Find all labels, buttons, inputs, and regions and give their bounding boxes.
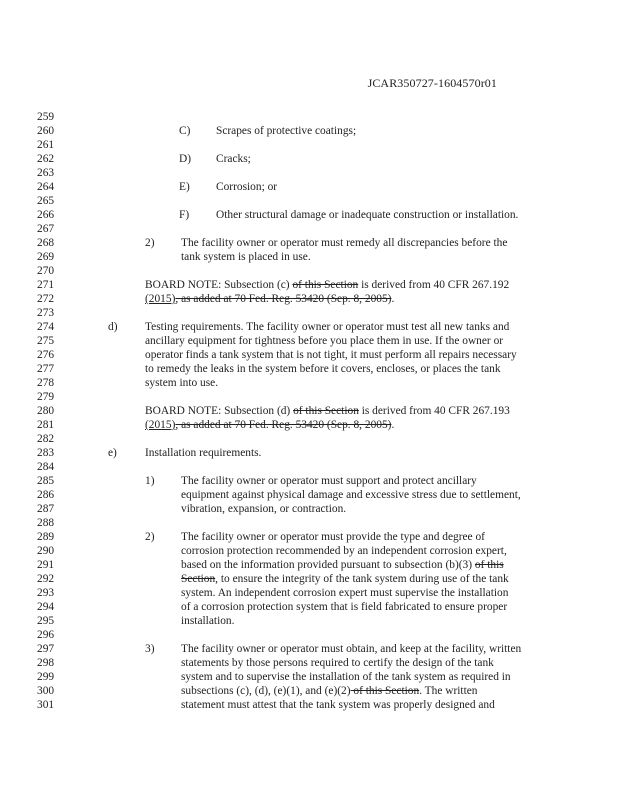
paragraph-line: system. An independent corrosion expert must supervise the installation (181, 587, 509, 599)
struck-text: Section (181, 573, 216, 585)
line-number: 268 (37, 237, 55, 249)
item-text: Other structural damage or inadequate construction or installation. (216, 209, 519, 221)
item-label: D) (179, 153, 192, 165)
note-end: . (391, 293, 395, 305)
paragraph-label: 1) (145, 475, 155, 487)
line-text: based on the information provided pursuant to subsection (b)(3) (181, 559, 475, 571)
struck-text: of this Section (293, 405, 359, 417)
line-text: , to ensure the integrity of the tank system during use of the tank (215, 573, 509, 585)
paragraph-label: 2) (145, 531, 155, 543)
paragraph-line: statement must attest that the tank system was properly designed and (181, 699, 495, 711)
paragraph-line: The facility owner or operator must provide the type and degree of (181, 531, 485, 543)
struck-text: , as added at 70 Fed. Reg. 53420 (Sep. 8, 2005) (175, 419, 392, 431)
paragraph-line (181, 558, 504, 572)
line-text: subsections (c), (d), (e)(1), and (e)(2) (181, 685, 351, 697)
paragraph-line: system into use. (145, 377, 219, 389)
line-number: 279 (37, 391, 55, 403)
item-label: E) (179, 181, 190, 193)
note-prefix: BOARD NOTE: Subsection (d) (145, 405, 294, 417)
line-number: 261 (37, 139, 55, 151)
line-number: 291 (37, 559, 55, 571)
line-number: 286 (37, 489, 55, 501)
line-number: 281 (37, 419, 55, 431)
line-number: 300 (37, 685, 55, 697)
paragraph-label: 3) (145, 643, 155, 655)
paragraph-line: corrosion protection recommended by an independent corrosion expert, (181, 545, 507, 557)
line-number: 265 (37, 195, 55, 207)
paragraph-line (181, 572, 509, 586)
document-id: JCAR350727-1604570r01 (367, 76, 497, 90)
line-number: 290 (37, 545, 55, 557)
struck-text: , as added at 70 Fed. Reg. 53420 (Sep. 8, 2005) (175, 293, 392, 305)
line-number: 298 (37, 657, 55, 669)
line-number: 270 (37, 265, 55, 277)
note-prefix: BOARD NOTE: Subsection (c) (145, 279, 293, 291)
subsection-heading: Installation requirements. (145, 447, 262, 459)
line-number: 275 (37, 335, 55, 347)
line-number: 287 (37, 503, 55, 515)
board-note-line (145, 278, 509, 292)
line-number: 260 (37, 125, 55, 137)
paragraph-line: installation. (181, 615, 235, 627)
paragraph-line: tank system is placed in use. (181, 251, 311, 263)
line-number: 292 (37, 573, 55, 585)
line-number: 262 (37, 153, 55, 165)
line-number: 274 (37, 321, 55, 333)
item-label: C) (179, 125, 191, 137)
struck-text: of this (474, 559, 504, 571)
line-number: 288 (37, 517, 55, 529)
line-number: 266 (37, 209, 55, 221)
line-number: 272 (37, 293, 55, 305)
line-number: 295 (37, 615, 55, 627)
line-number: 297 (37, 643, 55, 655)
line-number: 282 (37, 433, 55, 445)
paragraph-line: The facility owner or operator must remedy all discrepancies before the (181, 237, 508, 249)
paragraph-line: ancillary equipment for tightness before you place them in use. If the owner or (145, 335, 504, 347)
line-number: 273 (37, 307, 55, 319)
paragraph-line: operator finds a tank system that is not tight, it must perform all repairs necessary (145, 349, 517, 361)
line-number: 280 (37, 405, 55, 417)
subsection-label: d) (108, 321, 118, 333)
line-number: 271 (37, 279, 55, 291)
line-number: 301 (37, 699, 55, 711)
line-number: 284 (37, 461, 55, 473)
line-number: 277 (37, 363, 55, 375)
paragraph-line: statements by those persons required to certify the design of the tank (181, 657, 494, 669)
paragraph-line: to remedy the leaks in the system before it covers, encloses, or places the tank (145, 363, 501, 375)
note-text: is derived from 40 CFR 267.192 (358, 279, 510, 291)
paragraph-line: of a corrosion protection system that is field fabricated to ensure proper (181, 601, 508, 613)
board-note-line (145, 404, 510, 418)
line-number: 289 (37, 531, 55, 543)
item-text: Cracks; (216, 153, 251, 165)
struck-text: of this Section (292, 279, 359, 291)
line-number: 267 (37, 223, 55, 235)
line-number: 293 (37, 587, 55, 599)
note-text: is derived from 40 CFR 267.193 (358, 405, 510, 417)
line-number: 283 (37, 447, 55, 459)
line-number: 299 (37, 671, 55, 683)
line-number: 276 (37, 349, 55, 361)
paragraph-label: 2) (145, 237, 155, 249)
line-number: 259 (37, 111, 55, 123)
board-note-line (145, 292, 394, 306)
line-number: 278 (37, 377, 55, 389)
added-text: (2015) (145, 293, 176, 305)
line-number: 296 (37, 629, 55, 641)
note-end: . (391, 419, 395, 431)
line-number: 294 (37, 601, 55, 613)
item-text: Corrosion; or (216, 181, 278, 193)
paragraph-line: The facility owner or operator must support and protect ancillary (181, 475, 477, 487)
struck-text: of this Section (350, 685, 420, 697)
paragraph-line: equipment against physical damage and excessive stress due to settlement, (181, 489, 521, 501)
line-number: 263 (37, 167, 55, 179)
subsection-label: e) (108, 447, 117, 459)
line-number: 269 (37, 251, 55, 263)
line-number: 264 (37, 181, 55, 193)
paragraph-line: vibration, expansion, or contraction. (181, 503, 347, 515)
item-label: F) (179, 209, 190, 221)
board-note-line (145, 418, 394, 432)
added-text: (2015) (145, 419, 176, 431)
item-text: Scrapes of protective coatings; (216, 125, 357, 137)
paragraph-line: system and to supervise the installation of the tank system as required in (181, 671, 511, 683)
paragraph-line (181, 684, 478, 698)
line-text: . The written (419, 685, 478, 697)
line-number: 285 (37, 475, 55, 487)
paragraph-line: Testing requirements. The facility owner or operator must test all new tanks and (145, 321, 510, 333)
paragraph-line: The facility owner or operator must obtain, and keep at the facility, written (181, 643, 522, 655)
